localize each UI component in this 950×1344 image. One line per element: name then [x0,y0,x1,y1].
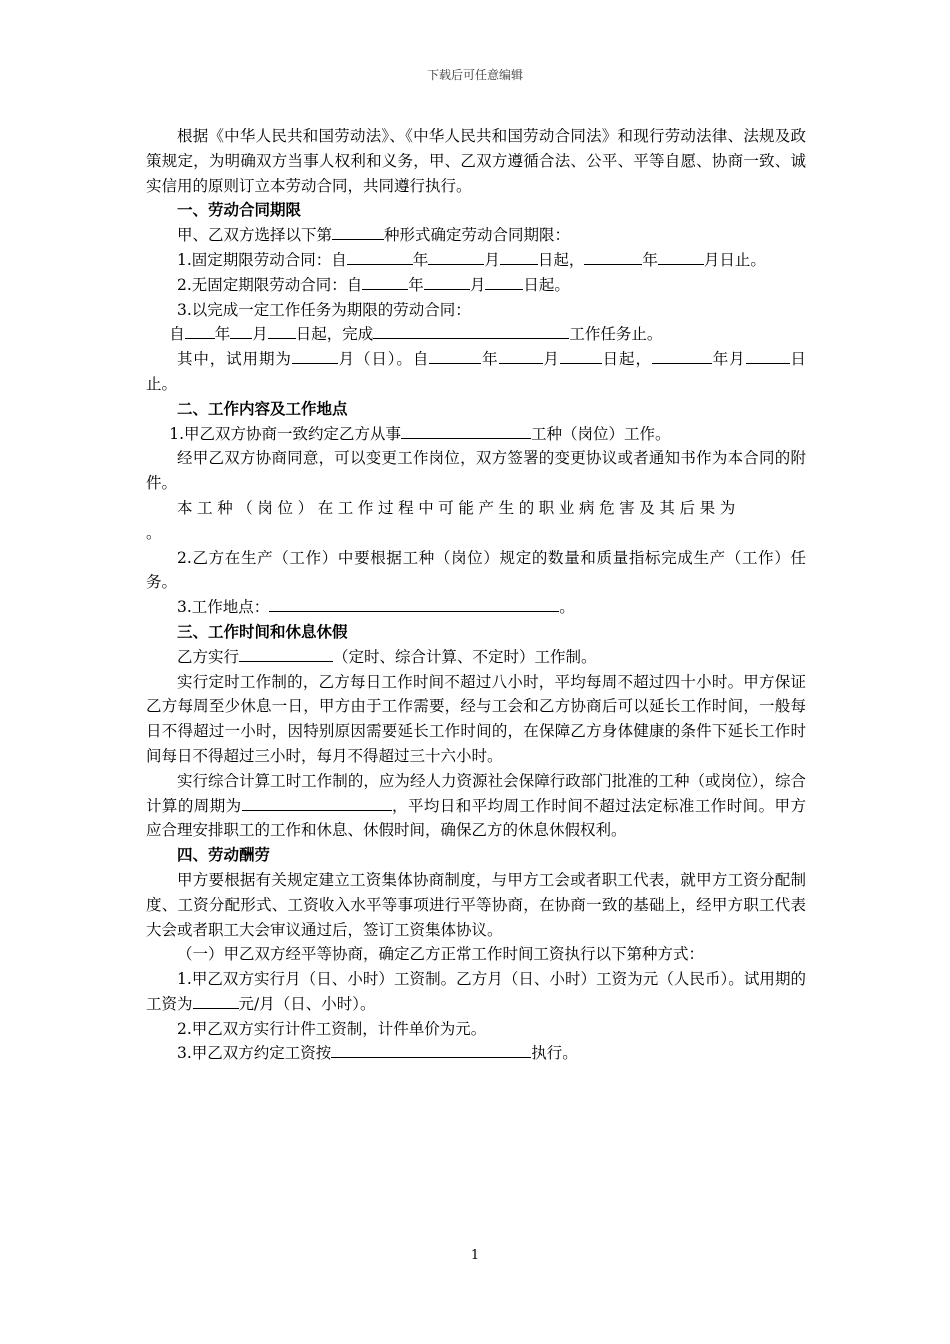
open-start-day-blank[interactable] [485,274,523,290]
probation-line: 其中，试用期为 月（日）。自 年 月 日起， 年月 日止。 [146,350,806,393]
job-change-paragraph: 经甲乙双方协商同意，可以变更工作岗位，双方签署的变更协议或者通知书作为本合同的附件。 [146,449,806,493]
work-location-blank[interactable] [269,596,559,612]
probation-wage-blank[interactable] [193,993,239,1009]
open-term-line: 2.无固定期限劳动合同：自 年 月 日起。 [177,275,570,294]
work-system-blank[interactable] [239,646,333,662]
occupational-hazard-paragraph: 本工种（岗位）在工作过程中可能产生的职业病危害及其后果为 。 [146,498,740,542]
agreed-wage-blank[interactable] [331,1042,531,1058]
task-term-dates: 自 年 月 日起，完成 工作任务止。 [169,325,663,344]
section-1-title: 一、劳动合同期限 [177,201,302,220]
task-year-blank[interactable] [185,323,215,339]
page-number: 1 [470,1248,480,1263]
production-task-paragraph: 2.乙方在生产（工作）中要根据工种（岗位）规定的数量和质量指标完成生产（工作）任务。 [146,548,806,592]
wage-method-paragraph: （一）甲乙双方经平等协商，确定乙方正常工作时间工资执行以下第种方式： [177,945,705,964]
probation-start-day-blank[interactable] [560,348,602,364]
work-location-line: 3.工作地点： 。 [177,598,575,617]
job-type-blank[interactable] [401,423,531,439]
fixed-term-line: 1.固定期限劳动合同：自 年 月 日起， 年 月日止。 [177,250,766,269]
standard-hours-paragraph: 实行定时工作制的，乙方每日工作时间不超过八小时，平均每周不超过四十小时。甲方保证乙方每周至少休息一日，甲方由于工作需要，经与工会和乙方协商后可以延长工作时间，一般每日不得超过一小时，因特别原因需要延长工作时间的，在保障乙方身体健康的条件下延长工作时间每日不得超过三小时，每月不得超过三十六小时。 [146,672,806,765]
task-day-blank[interactable] [268,323,296,339]
term-choice-line: 甲、乙双方选择以下第 种形式确定劳动合同期限： [177,226,571,245]
task-term-line: 3.以完成一定工作任务为期限的劳动合同： [177,300,471,319]
agreed-wage-line: 3.甲乙双方约定工资按 执行。 [177,1044,578,1063]
section-2-title: 二、工作内容及工作地点 [177,399,348,418]
contract-body [146,124,806,1066]
fixed-end-year-blank[interactable] [584,249,642,265]
probation-end-day-blank[interactable] [746,348,790,364]
open-start-year-blank[interactable] [362,274,408,290]
piece-wage-line: 2.甲乙双方实行计件工资制，计件单价为元。 [177,1019,487,1038]
probation-end-year-blank[interactable] [652,348,712,364]
section-4-title: 四、劳动酬劳 [177,846,271,865]
job-type-line: 1.甲乙双方协商一致约定乙方从事 工种（岗位）工作。 [169,424,671,443]
fixed-start-day-blank[interactable] [500,249,538,265]
open-start-month-blank[interactable] [424,274,470,290]
fixed-start-year-blank[interactable] [347,249,413,265]
fixed-end-month-blank[interactable] [658,249,704,265]
term-type-blank[interactable] [332,224,384,240]
probation-months-blank[interactable] [292,348,338,364]
monthly-wage-paragraph: 1.甲乙双方实行月（日、小时）工资制。乙方月（日、小时）工资为元（人民币）。试用期的工资为 元/月（日、小时）。 [146,970,806,1013]
work-system-line: 乙方实行 （定时、综合计算、不定时）工作制。 [177,647,597,666]
page-header: 下载后可任意编辑 [426,68,523,82]
task-month-blank[interactable] [230,323,252,339]
task-description-blank[interactable] [373,323,569,339]
section-3-title: 三、工作时间和休息休假 [177,622,348,641]
wage-negotiation-paragraph: 甲方要根据有关规定建立工资集体协商制度，与甲方工会或者职工代表，就甲方工资分配制度、工资分配形式、工资收入水平等事项进行平等协商，在协商一致的基础上，经甲方职工代表大会或者职工大会审议通过后，签订工资集体协议。 [146,870,806,939]
probation-start-month-blank[interactable] [499,348,543,364]
comprehensive-hours-paragraph: 实行综合计算工时工作制的，应为经人力资源社会保障行政部门批准的工种（或岗位），综合计算的周期为 ，平均日和平均周工作时间不超过法定标准工作时间。甲方应合理安排职工的工作和休息、休假时间，确保乙方的休息休假权利。 [146,771,806,840]
probation-start-year-blank[interactable] [429,348,481,364]
fixed-end-day: 日止。 [719,250,766,269]
calculation-period-blank[interactable] [242,795,392,811]
fixed-start-month-blank[interactable] [428,249,484,265]
intro-paragraph: 根据《中华人民共和国劳动法》、《中华人民共和国劳动合同法》和现行劳动法律、法规及政策规定，为明确双方当事人权利和义务，甲、乙双方遵循合法、公平、平等自愿、协商一致、诚实信用的原则订立本劳动合同，共同遵行执行。 [146,127,806,195]
